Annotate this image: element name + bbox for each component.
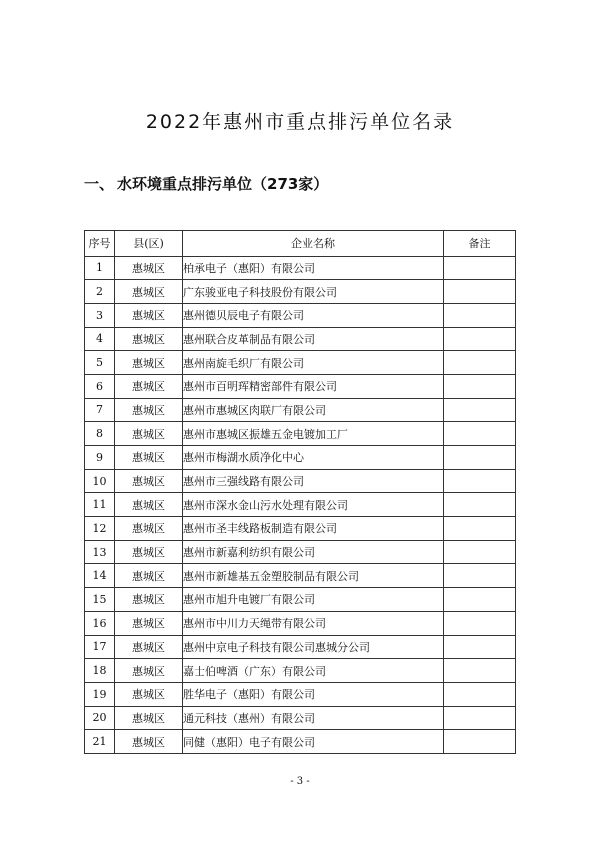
row-remark <box>444 446 516 470</box>
row-seq: 19 <box>85 682 115 706</box>
row-remark <box>444 493 516 517</box>
row-seq: 14 <box>85 564 115 588</box>
table-row <box>85 280 516 304</box>
row-enterprise-name: 惠州中京电子科技有限公司惠城分公司 <box>183 635 444 659</box>
row-enterprise-name: 惠州南旋毛织厂有限公司 <box>183 351 444 375</box>
row-remark <box>444 635 516 659</box>
row-remark <box>444 659 516 683</box>
table-row <box>85 635 516 659</box>
row-remark <box>444 540 516 564</box>
row-seq: 10 <box>85 469 115 493</box>
table-row <box>85 327 516 351</box>
row-enterprise-name: 嘉士伯啤酒（广东）有限公司 <box>183 659 444 683</box>
table-row <box>85 682 516 706</box>
table-row <box>85 422 516 446</box>
row-remark <box>444 730 516 754</box>
row-seq: 20 <box>85 706 115 730</box>
table-header-row <box>85 231 516 257</box>
row-county: 惠城区 <box>115 351 183 375</box>
table-row <box>85 493 516 517</box>
row-remark <box>444 611 516 635</box>
row-county: 惠城区 <box>115 611 183 635</box>
table-row <box>85 540 516 564</box>
row-remark <box>444 374 516 398</box>
row-enterprise-name: 惠州市圣丰线路板制造有限公司 <box>183 517 444 541</box>
row-county: 惠城区 <box>115 588 183 612</box>
table-row <box>85 659 516 683</box>
row-remark <box>444 682 516 706</box>
row-seq: 4 <box>85 327 115 351</box>
row-county: 惠城区 <box>115 327 183 351</box>
header-name: 企业名称 <box>183 231 444 257</box>
row-county: 惠城区 <box>115 280 183 304</box>
row-enterprise-name: 惠州市梅湖水质净化中心 <box>183 446 444 470</box>
table-row <box>85 256 516 280</box>
row-remark <box>444 564 516 588</box>
row-seq: 7 <box>85 398 115 422</box>
row-seq: 16 <box>85 611 115 635</box>
section-heading-text: 水环境重点排污单位（273家） <box>117 175 329 193</box>
row-remark <box>444 517 516 541</box>
row-county: 惠城区 <box>115 564 183 588</box>
row-enterprise-name: 惠州市新嘉利纺织有限公司 <box>183 540 444 564</box>
row-county: 惠城区 <box>115 730 183 754</box>
row-enterprise-name: 广东骏亚电子科技股份有限公司 <box>183 280 444 304</box>
header-remark: 备注 <box>444 231 516 257</box>
row-remark <box>444 588 516 612</box>
row-remark <box>444 280 516 304</box>
row-seq: 8 <box>85 422 115 446</box>
row-enterprise-name: 惠州市三强线路有限公司 <box>183 469 444 493</box>
table-row <box>85 730 516 754</box>
row-county: 惠城区 <box>115 706 183 730</box>
row-county: 惠城区 <box>115 303 183 327</box>
row-enterprise-name: 胜华电子（惠阳）有限公司 <box>183 682 444 706</box>
row-enterprise-name: 惠州市新雄基五金塑胶制品有限公司 <box>183 564 444 588</box>
enterprise-table <box>84 230 516 754</box>
row-county: 惠城区 <box>115 682 183 706</box>
header-seq: 序号 <box>85 231 115 257</box>
row-county: 惠城区 <box>115 256 183 280</box>
row-seq: 3 <box>85 303 115 327</box>
row-county: 惠城区 <box>115 540 183 564</box>
row-remark <box>444 256 516 280</box>
row-county: 惠城区 <box>115 422 183 446</box>
section-number: 一、 <box>84 175 115 193</box>
row-remark <box>444 422 516 446</box>
row-enterprise-name: 惠州市惠城区肉联厂有限公司 <box>183 398 444 422</box>
page-title: 2022年惠州市重点排污单位名录 <box>145 111 455 133</box>
header-county: 县(区) <box>115 231 183 257</box>
row-enterprise-name: 惠州市中川力天绳带有限公司 <box>183 611 444 635</box>
row-remark <box>444 327 516 351</box>
row-county: 惠城区 <box>115 469 183 493</box>
table-row <box>85 374 516 398</box>
table-row <box>85 398 516 422</box>
row-county: 惠城区 <box>115 635 183 659</box>
row-county: 惠城区 <box>115 517 183 541</box>
row-seq: 2 <box>85 280 115 304</box>
table-row <box>85 611 516 635</box>
row-county: 惠城区 <box>115 398 183 422</box>
row-remark <box>444 303 516 327</box>
row-seq: 13 <box>85 540 115 564</box>
row-seq: 12 <box>85 517 115 541</box>
row-enterprise-name: 惠州市旭升电镀厂有限公司 <box>183 588 444 612</box>
table-row <box>85 469 516 493</box>
row-seq: 5 <box>85 351 115 375</box>
table-row <box>85 588 516 612</box>
row-seq: 9 <box>85 446 115 470</box>
row-enterprise-name: 柏承电子（惠阳）有限公司 <box>183 256 444 280</box>
row-seq: 15 <box>85 588 115 612</box>
table-row <box>85 706 516 730</box>
row-enterprise-name: 惠州市惠城区振雄五金电镀加工厂 <box>183 422 444 446</box>
row-county: 惠城区 <box>115 493 183 517</box>
row-county: 惠城区 <box>115 374 183 398</box>
row-county: 惠城区 <box>115 446 183 470</box>
row-seq: 17 <box>85 635 115 659</box>
table-row <box>85 564 516 588</box>
row-county: 惠城区 <box>115 659 183 683</box>
row-enterprise-name: 同健（惠阳）电子有限公司 <box>183 730 444 754</box>
row-seq: 21 <box>85 730 115 754</box>
table-row <box>85 517 516 541</box>
row-seq: 6 <box>85 374 115 398</box>
row-enterprise-name: 惠州市深水金山污水处理有限公司 <box>183 493 444 517</box>
row-seq: 1 <box>85 256 115 280</box>
table-body <box>85 256 516 753</box>
row-remark <box>444 706 516 730</box>
row-enterprise-name: 惠州联合皮革制品有限公司 <box>183 327 444 351</box>
table-row <box>85 446 516 470</box>
section-heading <box>84 173 328 194</box>
row-enterprise-name: 惠州德贝辰电子有限公司 <box>183 303 444 327</box>
row-remark <box>444 398 516 422</box>
row-remark <box>444 469 516 493</box>
table-row <box>85 351 516 375</box>
table-row <box>85 303 516 327</box>
row-remark <box>444 351 516 375</box>
row-enterprise-name: 惠州市百明珲精密部件有限公司 <box>183 374 444 398</box>
page-number: - 3 - <box>290 776 310 787</box>
row-seq: 11 <box>85 493 115 517</box>
row-enterprise-name: 通元科技（惠州）有限公司 <box>183 706 444 730</box>
row-seq: 18 <box>85 659 115 683</box>
